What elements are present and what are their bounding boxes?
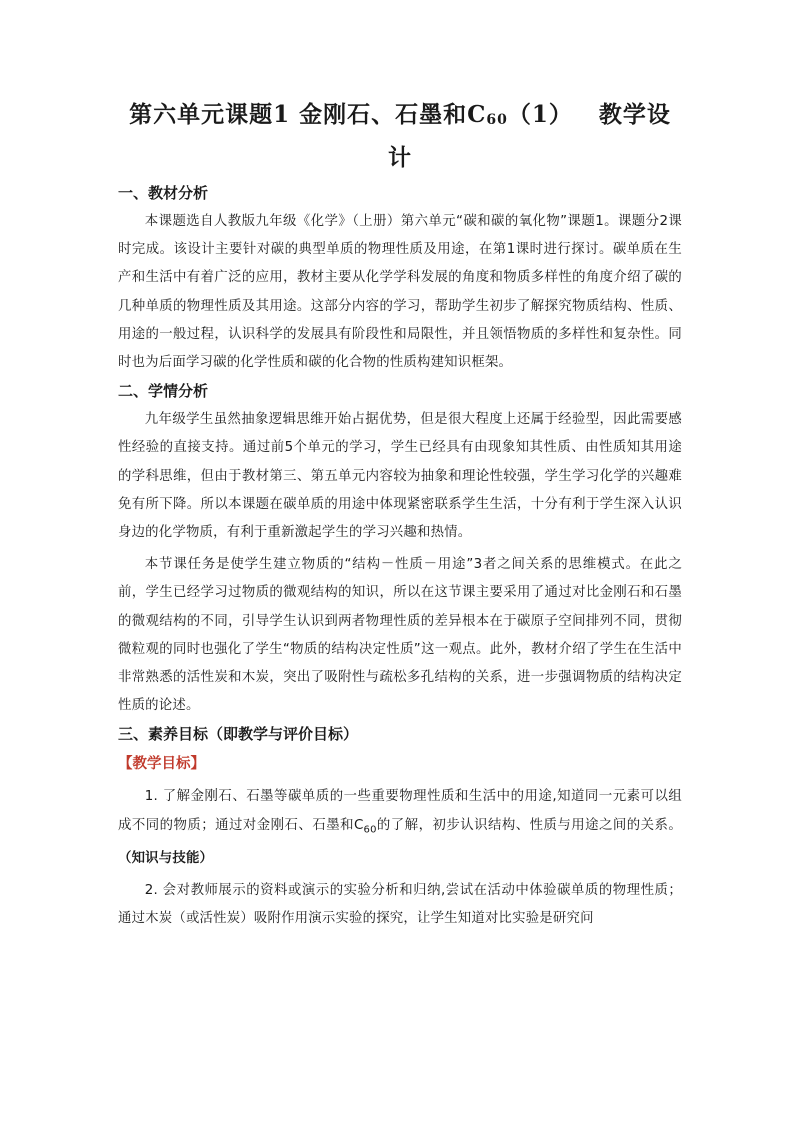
section-heading-textbook-analysis: 一、教材分析 (118, 184, 209, 202)
title-line-2: 计 (388, 144, 412, 171)
title-text: 第六单元课题1 金刚石、石墨和C (129, 101, 487, 128)
goal-item-1-text-cont: 的了解，初步认识结构、性质与用途之间的关系。 (376, 817, 682, 833)
title-lesson-number: （1） (507, 101, 573, 128)
document-title (118, 96, 682, 176)
textbook-analysis-paragraph: 本课题选自人教版九年级《化学》（上册）第六单元“碳和碳的氧化物”课题1。课题分2课时完成。该设计主要针对碳的典型单质的物理性质及用途，在第1课时进行探讨。碳单质在生产和生活中有着广泛的应用，教材主要从化学学科发展的角度和物质多样性的角度介绍了碳的几种单质的物理性质及其用途。这部分内容的学习，帮助学生初步了解探究物质结构、性质、用途的一般过程，认识科学的发展具有阶段性和局限性，并且领悟物质的多样性和复杂性。同时也为后面学习碳的化学性质和碳的化合物的性质构建知识框架。 (118, 214, 682, 371)
section-heading-goals: 三、素养目标（即教学与评价目标） (118, 725, 359, 744)
goal-item-1-subscript: 60 (363, 824, 377, 836)
teaching-goals-marker: 【教学目标】 (118, 756, 205, 773)
goal-item-1 (118, 783, 682, 872)
title-suffix: 教学设 (598, 101, 671, 128)
goal-item-1-text: 1. 了解金刚石、石墨等碳单质的一些重要物理性质和生活中的用途,知道同一元素可以组成不同的物质；通过对金刚石、石墨和C (118, 789, 682, 833)
title-subscript: 60 (486, 112, 508, 128)
goal-item-1-tag: （知识与技能） (118, 850, 214, 866)
student-analysis-paragraph-1: 九年级学生虽然抽象逻辑思维开始占据优势，但是很大程度上还属于经验型，因此需要感性经验的直接支持。通过前5个单元的学习，学生已经具有由现象知其性质、由性质知其用途的学科思维，但由于教材第三、第五单元内容较为抽象和理论性较强，学生学习化学的兴趣难免有所下降。所以本课题在碳单质的用途中体现紧密联系学生生活，十分有利于学生深入认识身边的化学物质，有利于重新激起学生的学习兴趣和热情。 (118, 412, 682, 541)
goal-item-2: 2. 会对教师展示的资料或演示的实验分析和归纳,尝试在活动中体验碳单质的物理性质；通过木炭（或活性炭）吸附作用演示实验的探究，让学生知道对比实验是研究问 (118, 882, 682, 926)
section-heading-student-analysis: 二、学情分析 (118, 382, 209, 401)
student-analysis-paragraph-2: 本节课任务是使学生建立物质的“结构－性质－用途”3者之间关系的思维模式。在此之前，学生已经学习过物质的微观结构的知识，所以在这节课主要采用了通过对比金刚石和石墨的微观结构的不同，引导学生认识到两者物理性质的差异根本在于碳原子空间排列不同，贯彻微粒观的同时也强化了学生“物质的结构决定性质”这一观点。此外，教材介绍了学生在生活中非常熟悉的活性炭和木炭，突出了吸附性与疏松多孔结构的关系，进一步强调物质的结构决定性质的论述。 (118, 557, 682, 714)
